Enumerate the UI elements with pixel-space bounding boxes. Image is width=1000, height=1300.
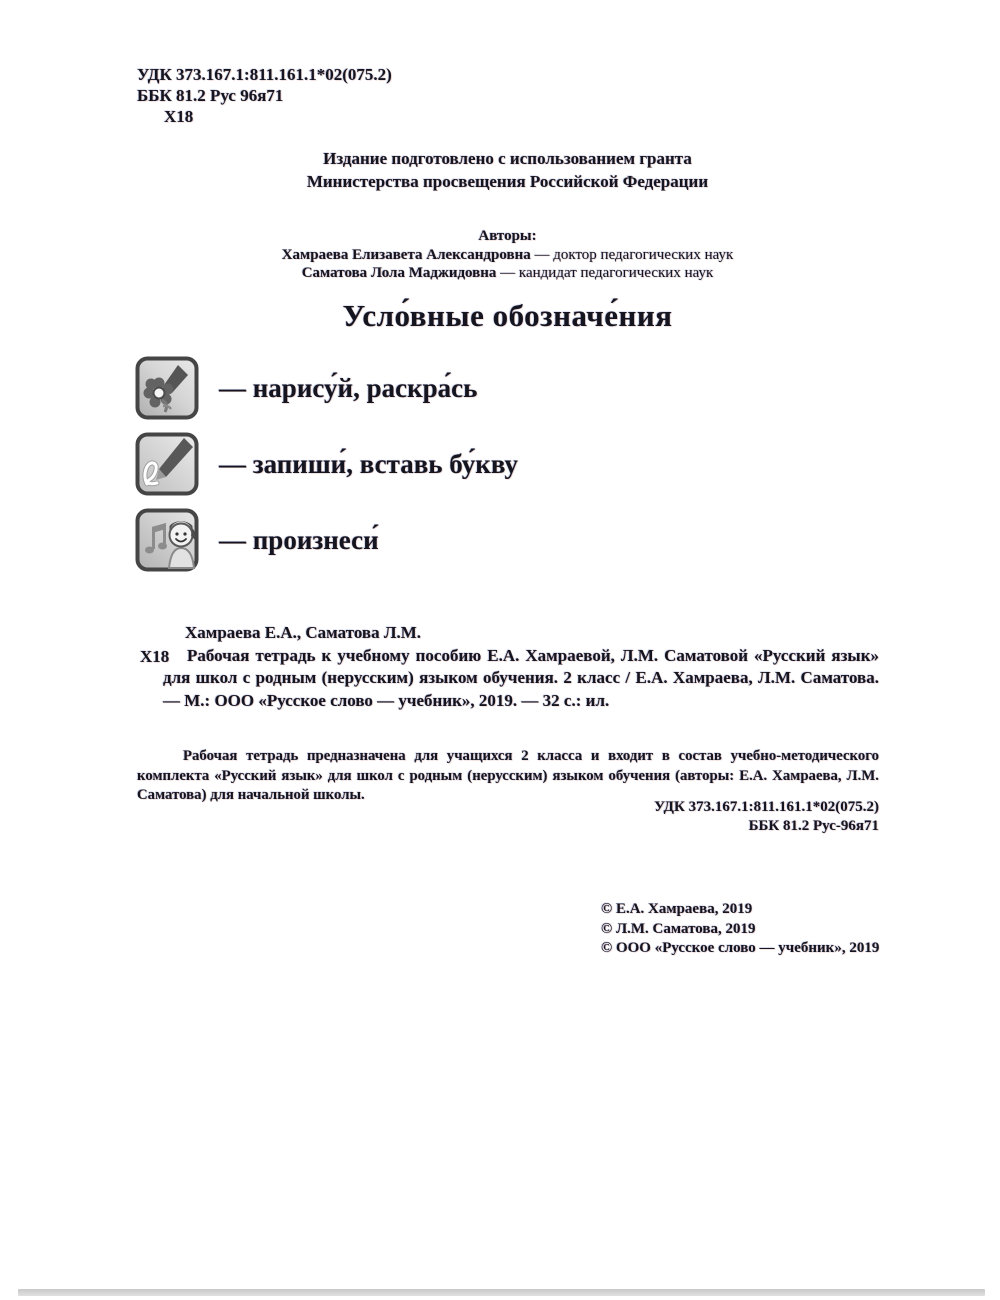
author-line <box>137 264 878 282</box>
author-role: кандидат педагогических наук <box>518 265 714 281</box>
bbk-code-top: ББК 81.2 Рус 96я71 <box>137 86 284 105</box>
write-insert-letter-icon <box>135 432 199 496</box>
codes-right-block <box>137 798 879 836</box>
legend-label-write: — запиши́, вставь бу́кву <box>219 448 518 479</box>
legend-row-write <box>135 432 518 496</box>
scan-edge-bar <box>18 1289 985 1296</box>
book-code-margin: Х18 <box>140 647 170 666</box>
legend-row-draw <box>135 356 477 420</box>
bbk-code-bottom: ББК 81.2 Рус-96я71 <box>748 818 879 834</box>
top-codes-block <box>137 64 392 127</box>
author-line <box>137 246 878 264</box>
author-name: Саматова Лола Маджидовна <box>301 265 497 281</box>
copyright-line: © Л.М. Саматова, 2019 <box>601 920 756 937</box>
draw-color-icon <box>135 356 199 420</box>
legend-title: Усло́вные обозначе́ния <box>342 298 673 333</box>
grant-line-1: Издание подготовлено с использованием гранта <box>323 149 692 168</box>
dash-separator: — <box>500 265 516 281</box>
author-name: Хамраева Елизавета Александровна <box>281 247 531 263</box>
copyright-line: © ООО «Русское слово — учебник», 2019 <box>601 940 880 956</box>
legend-row-pronounce <box>135 508 379 572</box>
bibliographic-record <box>163 622 879 712</box>
book-code-top: Х18 <box>164 107 194 126</box>
udk-code-top: УДК 373.167.1:811.161.1*02(075.2) <box>137 65 392 84</box>
udk-code-bottom: УДК 373.167.1:811.161.1*02(075.2) <box>654 799 879 815</box>
pronounce-icon <box>135 508 199 572</box>
biblio-description: Рабочая тетрадь к учебному пособию Е.А. Хамраевой, Л.М. Саматовой «Русский язык» для школ с родным (нерусским) языком обучения. 2 класс / Е.А. Хамраева, Л.М. Саматова. — М.: ООО «Русское слово — учебник», 2019. — 32 с.: ил. <box>163 645 879 710</box>
dash-separator: — <box>534 247 550 263</box>
legend-label-draw: — нарису́й, раскра́сь <box>219 372 478 403</box>
copyright-block <box>601 900 879 959</box>
author-role: доктор педагогических наук <box>553 247 734 263</box>
grant-notice <box>137 147 878 193</box>
biblio-authors: Хамраева Е.А., Саматова Л.М. <box>185 623 422 642</box>
annotation-block <box>137 747 879 806</box>
authors-heading: Авторы: <box>478 228 537 244</box>
annotation-text: Рабочая тетрадь предназначена для учащихся 2 класса и входит в состав учебно-методического комплекта «Русский язык» для школ с родным (нерусским) языком обучения (авторы: Е.А. Хамраева, Л.М. Саматова) для начальной школы. <box>137 748 879 803</box>
authors-block <box>137 227 878 282</box>
copyright-line: © Е.А. Хамраева, 2019 <box>601 901 753 917</box>
grant-line-2: Министерства просвещения Российской Федерации <box>306 172 709 191</box>
legend-label-pronounce: — произнеси́ <box>219 524 379 555</box>
